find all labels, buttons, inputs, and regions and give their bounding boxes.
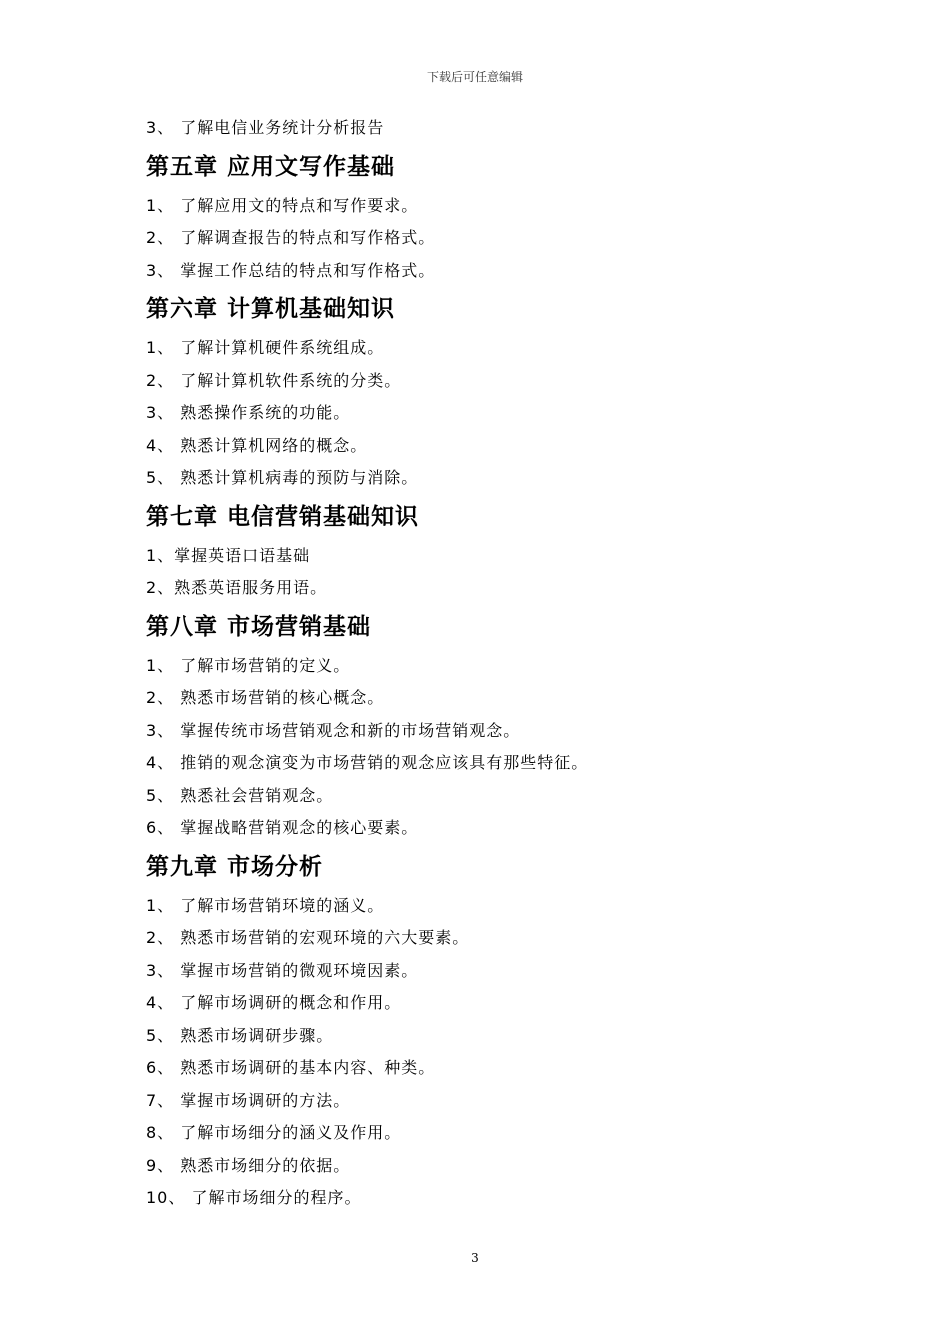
list-item: 3、 了解电信业务统计分析报告: [146, 118, 385, 137]
chapter-heading: 第七章 电信营销基础知识: [146, 503, 420, 530]
document-body: [146, 112, 846, 1215]
list-item: 1、掌握英语口语基础: [146, 545, 311, 565]
chapter-heading: 第五章 应用文写作基础: [146, 153, 396, 180]
list-item: 2、 了解计算机软件系统的分类。: [146, 370, 402, 390]
list-item: 5、 熟悉市场调研步骤。: [146, 1025, 334, 1045]
chapter-heading: 第九章 市场分析: [146, 853, 324, 880]
list-item: 4、 了解市场调研的概念和作用。: [146, 993, 402, 1012]
list-item: 4、 熟悉计算机网络的概念。: [146, 435, 368, 455]
list-item: 6、 熟悉市场调研的基本内容、种类。: [146, 1058, 436, 1077]
list-item: 4、 推销的观念演变为市场营销的观念应该具有那些特征。: [146, 753, 589, 772]
list-item: 2、 熟悉市场营销的宏观环境的六大要素。: [146, 928, 470, 947]
list-item: 3、 熟悉操作系统的功能。: [146, 403, 351, 422]
list-item: 1、 了解市场营销的定义。: [146, 655, 351, 675]
list-item: 6、 掌握战略营销观念的核心要素。: [146, 818, 419, 837]
list-item: 3、 掌握市场营销的微观环境因素。: [146, 960, 419, 980]
list-item: 3、 掌握传统市场营销观念和新的市场营销观念。: [146, 720, 521, 740]
list-item: 9、 熟悉市场细分的依据。: [146, 1155, 351, 1175]
list-item: 5、 熟悉计算机病毒的预防与消除。: [146, 468, 419, 487]
list-item: 2、熟悉英语服务用语。: [146, 578, 328, 597]
page-number: 3: [471, 1251, 479, 1265]
list-item: 1、 了解应用文的特点和写作要求。: [146, 195, 419, 215]
list-item: 7、 掌握市场调研的方法。: [146, 1090, 351, 1110]
list-item: 10、 了解市场细分的程序。: [146, 1188, 362, 1207]
list-item: 8、 了解市场细分的涵义及作用。: [146, 1123, 402, 1142]
chapter-heading: 第八章 市场营销基础: [146, 613, 372, 640]
list-item: 3、 掌握工作总结的特点和写作格式。: [146, 260, 436, 280]
chapter-heading: 第六章 计算机基础知识: [146, 296, 396, 322]
header-note: 下载后可任意编辑: [426, 70, 523, 84]
list-item: 5、 熟悉社会营销观念。: [146, 785, 334, 805]
list-item: 2、 了解调查报告的特点和写作格式。: [146, 228, 436, 247]
list-item: 1、 了解计算机硬件系统组成。: [146, 338, 385, 357]
list-item: 2、 熟悉市场营销的核心概念。: [146, 688, 385, 707]
list-item: 1、 了解市场营销环境的涵义。: [146, 895, 385, 915]
